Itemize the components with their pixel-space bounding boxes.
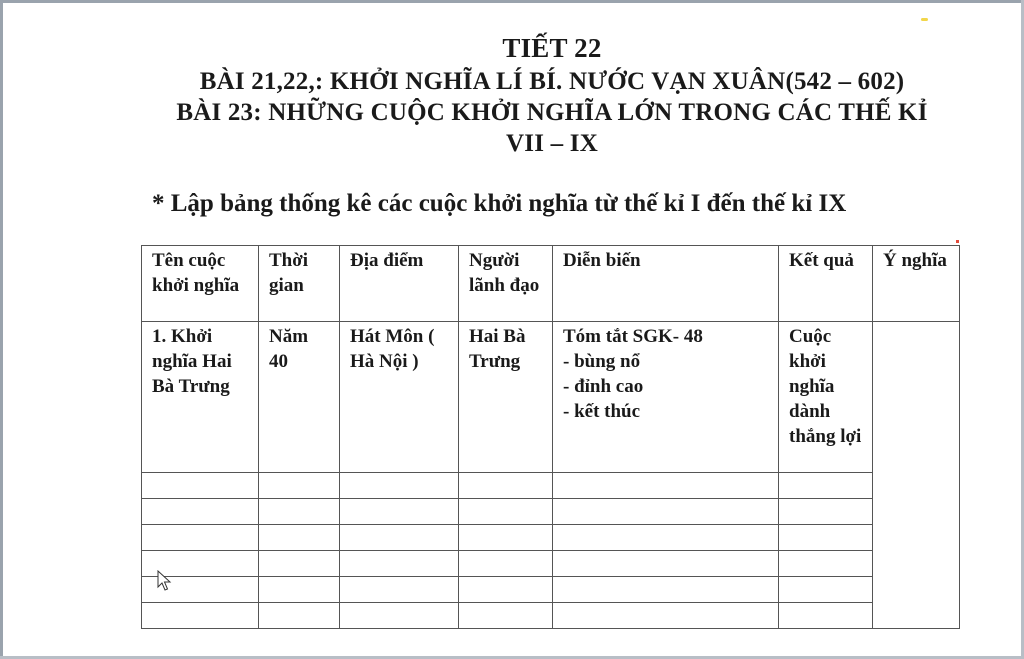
uprisings-table <box>141 245 960 629</box>
header-leader: Người lãnh đạo <box>459 246 553 322</box>
cell-place: Hát Môn ( Hà Nội ) <box>340 322 459 473</box>
header-name: Tên cuộc khởi nghĩa <box>142 246 259 322</box>
table-row <box>142 322 960 473</box>
events-outbreak: - bùng nổ <box>563 351 641 372</box>
lesson-heading: TIẾT 22 <box>502 33 602 63</box>
lesson-title-line-3: VII – IX <box>506 130 598 157</box>
header-result: Kết quả <box>779 246 873 322</box>
header-time: Thời gian <box>259 246 340 322</box>
events-end: - kết thúc <box>563 401 641 422</box>
ink-mark-yellow <box>921 18 928 21</box>
mouse-pointer-icon <box>157 570 173 592</box>
table-header-row <box>142 246 960 322</box>
window-border-top <box>0 0 1024 3</box>
instruction-text: * Lập bảng thống kê các cuộc khởi nghĩa từ thế kỉ I đến thế kỉ IX <box>152 190 847 217</box>
table-row-empty <box>142 551 960 577</box>
cell-leader: Hai Bà Trưng <box>459 322 553 473</box>
events-peak: - đỉnh cao <box>563 376 644 397</box>
header-meaning: Ý nghĩa <box>873 246 960 322</box>
table-row-empty <box>142 577 960 603</box>
lesson-title-line-1: BÀI 21,22,: KHỞI NGHĨA LÍ BÍ. NƯỚC VẠN XUÂN(542 – 602) <box>199 68 905 95</box>
table-row-empty <box>142 473 960 499</box>
cell-time: Năm 40 <box>259 322 340 473</box>
header-place: Địa điểm <box>340 246 459 322</box>
cell-events <box>553 322 779 473</box>
table-row-empty <box>142 525 960 551</box>
cell-meaning <box>873 322 960 629</box>
lesson-title-line-2: BÀI 23: NHỮNG CUỘC KHỞI NGHĨA LỚN TRONG CÁC THẾ KỈ <box>176 99 928 126</box>
cell-name: 1. Khởi nghĩa Hai Bà Trưng <box>142 322 259 473</box>
events-summary: Tóm tắt SGK- 48 <box>563 326 703 347</box>
table-row-empty <box>142 603 960 629</box>
ink-mark-red <box>956 240 959 243</box>
table-row-empty <box>142 499 960 525</box>
cell-result: Cuộc khởi nghĩa dành thắng lợi <box>779 322 873 473</box>
header-events: Diễn biến <box>553 246 779 322</box>
